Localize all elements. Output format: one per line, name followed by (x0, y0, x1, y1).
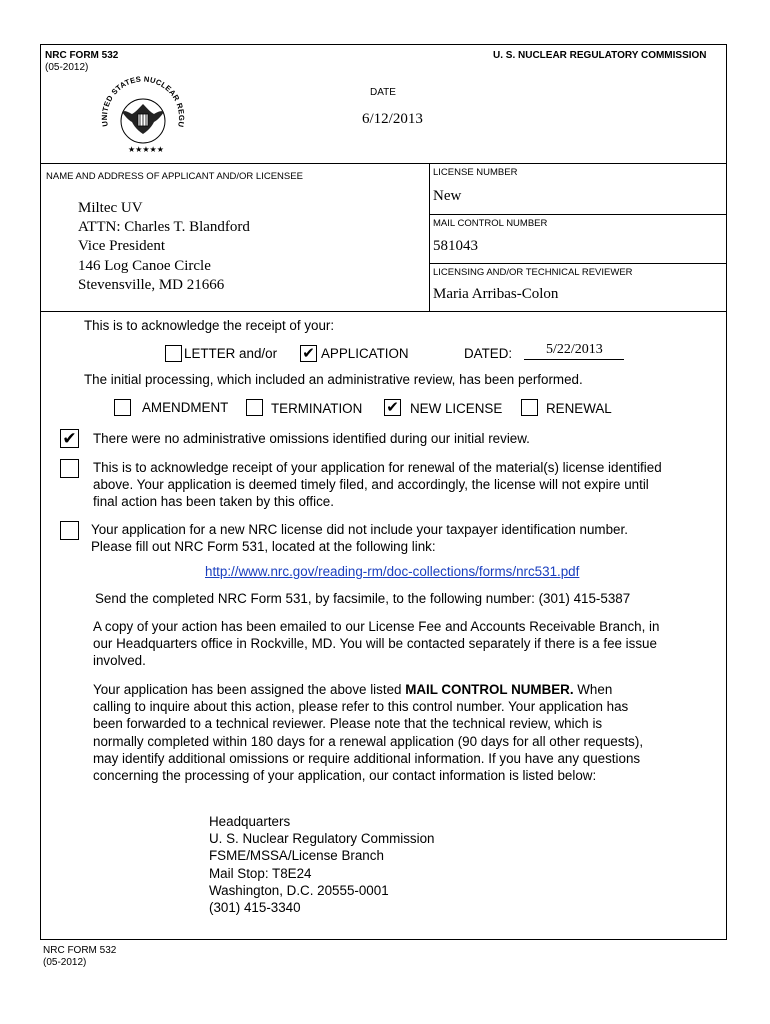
termination-label: TERMINATION (271, 401, 363, 416)
renewal-label: RENEWAL (546, 401, 612, 416)
agency-name: U. S. NUCLEAR REGULATORY COMMISSION (493, 50, 707, 61)
text-line: been forwarded to a technical reviewer. Please note that the technical review, which is (93, 716, 603, 732)
new-license-checkbox[interactable] (384, 399, 401, 416)
applicant-line: ATTN: Charles T. Blandford (78, 219, 250, 236)
text-line: Headquarters (209, 814, 291, 829)
grid-bottom-divider (41, 311, 726, 312)
renewal-checkbox[interactable] (521, 399, 538, 416)
footer-form-date: (05-2012) (43, 957, 87, 968)
license-number-label: LICENSE NUMBER (433, 167, 518, 178)
text-line: our Headquarters office in Rockville, MD. You will be contacted separately if there is a fee issue (93, 636, 657, 652)
mail-control-value: 581043 (433, 238, 478, 254)
text-line: calling to inquire about this action, please refer to this control number. Your application has (93, 699, 629, 715)
termination-checkbox[interactable] (246, 399, 263, 416)
applicant-line: Stevensville, MD 21666 (78, 276, 225, 293)
dated-underline (524, 359, 624, 360)
text-line: normally completed within 180 days for a renewal application (90 days for all other requests), (93, 733, 644, 749)
applicant-label: NAME AND ADDRESS OF APPLICANT AND/OR LICENSEE (46, 171, 303, 182)
date-value: 6/12/2013 (362, 111, 423, 127)
checkmark-icon: ✔ (386, 399, 399, 416)
receipt-intro: This is to acknowledge the receipt of your: (84, 318, 335, 333)
application-checkbox[interactable] (300, 345, 317, 362)
header-divider (41, 163, 726, 164)
form-date: (05-2012) (45, 62, 89, 73)
text-line: concerning the processing of your application, our contact information is listed below: (93, 768, 597, 784)
no-omissions-text: There were no administrative omissions identified during our initial review. (93, 431, 530, 446)
dated-label: DATED: (464, 346, 513, 361)
letter-label: LETTER and/or (184, 346, 278, 361)
text-line: U. S. Nuclear Regulatory Commission (209, 831, 435, 847)
grid-vertical-divider (429, 163, 430, 311)
assigned-notice (93, 681, 643, 784)
reviewer-label: LICENSING AND/OR TECHNICAL REVIEWER (433, 267, 633, 278)
text-line: may identify additional omissions or require additional information. If you have any questions (93, 750, 641, 766)
date-label: DATE (370, 87, 396, 98)
text-line: Please fill out NRC Form 531, located at the following link: (91, 539, 436, 555)
applicant-address (78, 199, 250, 295)
mail-control-emphasis: MAIL CONTROL NUMBER. (405, 682, 574, 697)
renewal-receipt-text (93, 459, 662, 511)
text-line: Washington, D.C. 20555-0001 (209, 882, 389, 898)
text-line: Mail Stop: T8E24 (209, 865, 312, 881)
checkmark-icon: ✔ (302, 345, 315, 362)
applicant-line: Vice President (78, 238, 165, 255)
nrc-seal-icon (92, 68, 192, 158)
text-line: A copy of your action has been emailed to our License Fee and Accounts Receivable Branch, in (93, 619, 660, 634)
renewal-receipt-checkbox[interactable] (60, 459, 79, 478)
text-line: FSME/MSSA/License Branch (209, 848, 384, 864)
footer-form-number: NRC FORM 532 (43, 945, 117, 956)
form-531-link[interactable]: http://www.nrc.gov/reading-rm/doc-collections/forms/nrc531.pdf (205, 564, 580, 579)
contact-address (209, 813, 434, 916)
application-label: APPLICATION (321, 346, 409, 361)
svg-text:★★★★★: ★★★★★ (128, 145, 164, 154)
text-line: final action has been taken by this office. (93, 494, 334, 510)
text-line: (301) 415-3340 (209, 900, 301, 916)
mail-control-divider (429, 263, 726, 264)
form-number: NRC FORM 532 (45, 50, 119, 61)
letter-checkbox[interactable] (165, 345, 182, 362)
copy-notice (93, 618, 659, 670)
text-line: involved. (93, 653, 146, 669)
processing-text: The initial processing, which included an administrative review, has been performed. (84, 372, 583, 387)
text-line: Your application for a new NRC license did not include your taxpayer identification number. (91, 522, 628, 537)
text-line: Your application has been assigned the above listed MAIL CONTROL NUMBER. When (93, 682, 613, 697)
applicant-line: 146 Log Canoe Circle (78, 257, 211, 274)
license-number-value: New (433, 188, 462, 204)
amendment-checkbox[interactable] (114, 399, 131, 416)
taxpayer-id-text (91, 521, 628, 555)
svg-text:UNITED STATES NUCLEAR REGULATO: UNITED STATES NUCLEAR REGU (99, 74, 187, 129)
dated-value: 5/22/2013 (546, 342, 603, 357)
mail-control-label: MAIL CONTROL NUMBER (433, 218, 548, 229)
applicant-line: Miltec UV (78, 200, 143, 216)
amendment-label: AMENDMENT (142, 400, 229, 415)
text-line: This is to acknowledge receipt of your application for renewal of the material(s) license identified (93, 460, 662, 475)
reviewer-value: Maria Arribas-Colon (433, 286, 559, 302)
license-divider (429, 214, 726, 215)
taxpayer-id-checkbox[interactable] (60, 521, 79, 540)
checkmark-icon: ✔ (62, 429, 77, 448)
no-omissions-checkbox[interactable] (60, 429, 79, 448)
text-line: above. Your application is deemed timely filed, and accordingly, the license will not expire until (93, 477, 649, 493)
new-license-label: NEW LICENSE (410, 401, 503, 416)
fax-instructions: Send the completed NRC Form 531, by facsimile, to the following number: (301) 415-5387 (95, 591, 631, 606)
